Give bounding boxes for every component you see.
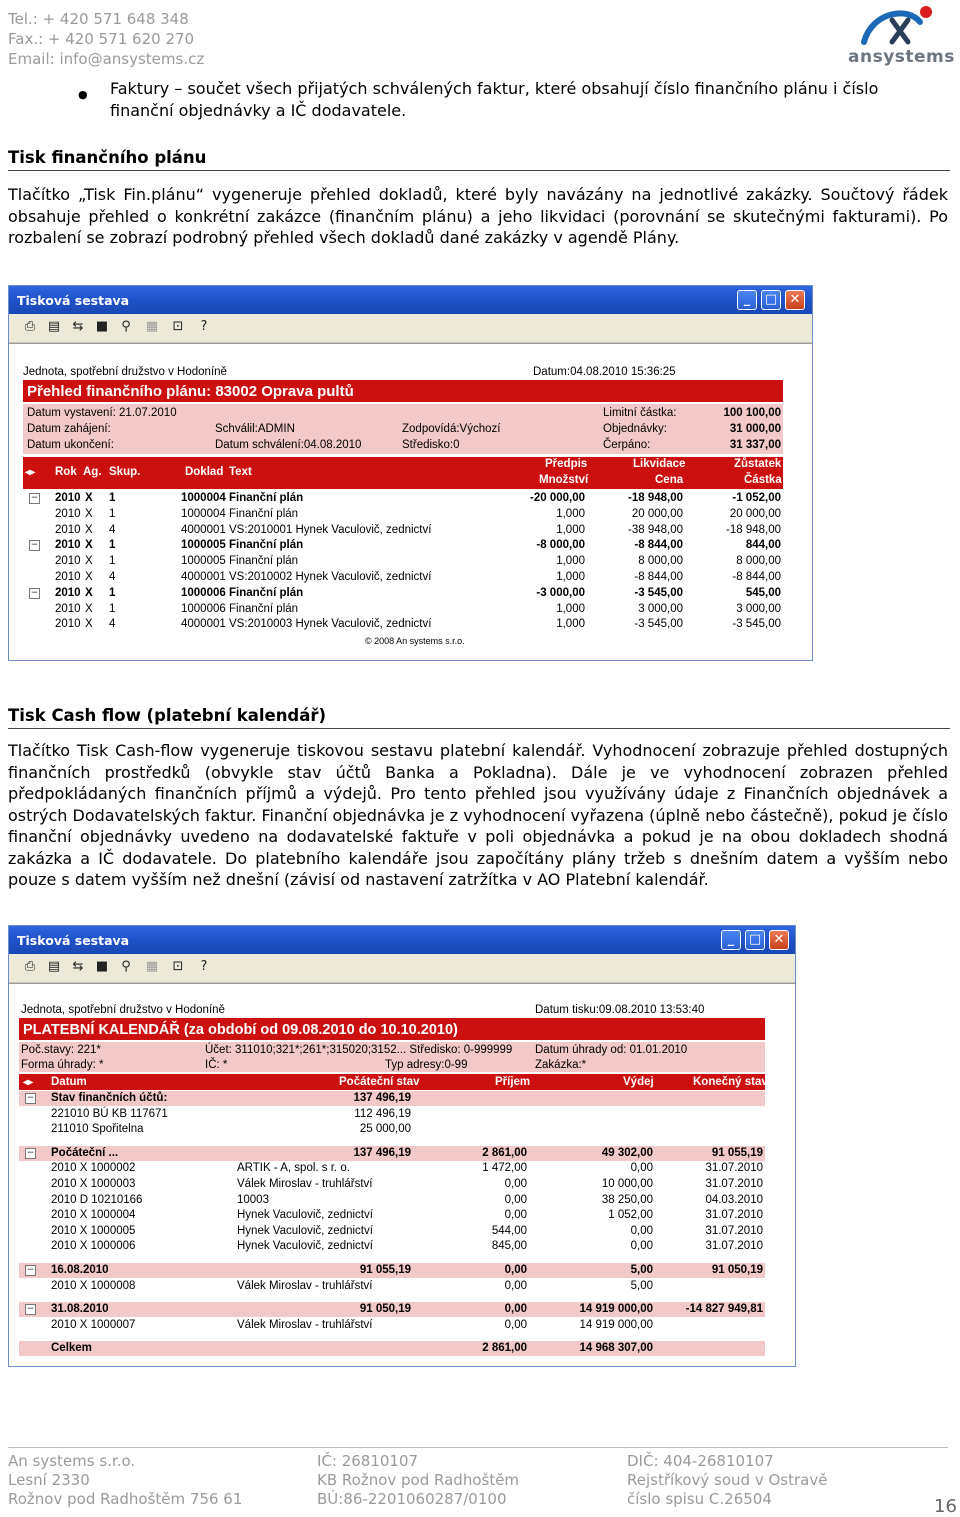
- info-datum-schvaleni: Datum schválení:04.08.2010: [215, 439, 362, 451]
- expand-collapse-icon[interactable]: ◂▸: [23, 1077, 34, 1088]
- info-datum-uhrady: Datum úhrady od: 01.01.2010: [535, 1044, 688, 1056]
- row-rok: 2010: [55, 571, 81, 583]
- row-likvidace: 8 000,00: [638, 555, 683, 568]
- row-prijem: 2 861,00: [482, 1342, 527, 1355]
- row-text: Válek Miroslav - truhlářství: [237, 1318, 373, 1331]
- report-toolbar: [9, 314, 812, 343]
- info-stredisko: Středisko:0: [402, 439, 460, 451]
- row-rok: 2010: [55, 602, 81, 615]
- row-text: Hynek Vaculovič, zednictví: [237, 1240, 373, 1253]
- row-vydej: 1 052,00: [608, 1209, 653, 1222]
- row-label: 2010 X 1000006: [51, 1240, 136, 1253]
- collapse-toggle[interactable]: −: [30, 493, 39, 503]
- find-icon[interactable]: ⚲: [121, 959, 131, 974]
- row-konecny: 31.07.2010: [705, 1209, 763, 1222]
- row-vydej: 0,00: [630, 1240, 653, 1253]
- footer-court: Rejstříkový soud v Ostravě: [627, 1471, 828, 1489]
- row-konecny: 31.07.2010: [705, 1224, 763, 1237]
- row-label: 2010 X 1000005: [51, 1224, 136, 1237]
- row-ag: X: [85, 523, 93, 536]
- row-pocatecni: 137 496,19: [353, 1146, 411, 1159]
- report-heading: Přehled finančního plánu: 83002 Oprava pultů: [27, 383, 354, 400]
- row-rok: 2010: [55, 507, 81, 520]
- row-prijem: 0,00: [504, 1318, 527, 1331]
- row-pocatecni: 25 000,00: [359, 1123, 411, 1136]
- row-prijem: 0,00: [504, 1264, 527, 1276]
- row-text: Finanční plán: [229, 539, 304, 552]
- row-likvidace: -38 948,00: [628, 523, 683, 536]
- footer-file: číslo spisu C.26504: [627, 1490, 772, 1508]
- row-skup: 1: [109, 555, 116, 568]
- minimize-button[interactable]: _: [737, 290, 757, 310]
- row-text: Hynek Vaculovič, zednictví: [237, 1224, 373, 1237]
- row-likvidace: -18 948,00: [628, 492, 683, 504]
- row-zustatek: 545,00: [745, 586, 781, 599]
- window-titlebar-2: [9, 926, 795, 954]
- row-text: Hynek Vaculovič, zednictví: [237, 1209, 373, 1222]
- row-text: Válek Miroslav - truhlářství: [237, 1178, 373, 1190]
- export-icon[interactable]: ⇆: [72, 319, 84, 334]
- row-konecny: 91 050,19: [711, 1264, 763, 1276]
- info-datum-zahajeni: Datum zahájení:: [27, 423, 111, 435]
- info-cerpano-value: 31 337,00: [729, 439, 781, 451]
- footer-city: Rožnov pod Radhoštěm 756 61: [8, 1490, 243, 1508]
- section-rule: [8, 170, 950, 171]
- row-vydej: 5,00: [630, 1264, 653, 1276]
- expand-collapse-icon[interactable]: ◂▸: [25, 467, 36, 478]
- row-predpis: 1,000: [556, 602, 585, 615]
- row-label: 2010 X 1000003: [51, 1178, 136, 1190]
- print-icon[interactable]: ⎙: [24, 319, 36, 334]
- row-prijem: 0,00: [504, 1178, 527, 1190]
- row-text: Finanční plán: [229, 586, 304, 599]
- page-setup-icon[interactable]: ▦: [145, 959, 159, 974]
- export-icon[interactable]: ⇆: [72, 959, 84, 974]
- row-likvidace: -3 545,00: [634, 586, 683, 599]
- row-predpis: 1,000: [556, 523, 585, 536]
- row-pocatecni: 91 055,19: [359, 1264, 411, 1276]
- row-konecny: 31.07.2010: [705, 1240, 763, 1253]
- row-label: 2010 X 1000004: [51, 1209, 136, 1222]
- row-predpis: 1,000: [556, 571, 585, 583]
- row-ag: X: [85, 507, 93, 520]
- row-zustatek: -8 844,00: [732, 571, 781, 583]
- row-doklad: 4000001: [181, 618, 226, 631]
- row-skup: 1: [109, 539, 116, 552]
- row-skup: 4: [109, 571, 116, 583]
- col-prijem: Příjem: [495, 1076, 531, 1088]
- row-ag: X: [85, 539, 93, 552]
- row-vydej: 38 250,00: [601, 1193, 653, 1206]
- footer-bank: KB Rožnov pod Radhoštěm: [317, 1471, 520, 1489]
- row-prijem: 544,00: [491, 1224, 527, 1237]
- row-doklad: 1000006: [181, 602, 226, 615]
- row-label: 2010 X 1000002: [51, 1162, 136, 1175]
- row-likvidace: -3 545,00: [634, 618, 683, 631]
- footer-rule: [8, 1447, 948, 1448]
- row-text: Finanční plán: [229, 555, 299, 568]
- row-prijem: 845,00: [491, 1240, 527, 1253]
- collapse-toggle[interactable]: −: [30, 587, 39, 598]
- col-likvidace: Likvidace: [633, 458, 686, 470]
- row-konecny: -14 827 949,81: [685, 1303, 763, 1316]
- info-ic: IČ: *: [205, 1059, 228, 1071]
- summary-band: [19, 1341, 765, 1356]
- row-ag: X: [85, 618, 93, 631]
- footer-company: An systems s.r.o.: [8, 1452, 136, 1470]
- info-zodpovida: Zodpovídá:Výchozí: [402, 423, 501, 435]
- report-company: Jednota, spotřební družstvo v Hodoníně: [23, 366, 227, 378]
- row-vydej: 14 919 000,00: [579, 1318, 653, 1331]
- row-ag: X: [85, 602, 93, 615]
- report-datetime: Datum:04.08.2010 15:36:25: [533, 366, 676, 378]
- info-objednavky-label: Objednávky:: [603, 423, 667, 435]
- help-icon[interactable]: ?: [200, 319, 208, 334]
- info-objednavky-value: 31 000,00: [729, 423, 781, 435]
- row-vydej: 14 968 307,00: [579, 1342, 653, 1355]
- row-zustatek: -3 545,00: [732, 618, 781, 631]
- row-likvidace: 20 000,00: [631, 507, 683, 520]
- col-skup: Skup.: [109, 466, 141, 478]
- row-predpis: 1,000: [556, 618, 585, 631]
- col-predpis: Předpis: [545, 458, 588, 470]
- row-predpis: 1,000: [556, 555, 585, 568]
- footer-dic: DIČ: 404-26810107: [627, 1452, 774, 1470]
- help-icon[interactable]: ?: [200, 959, 208, 974]
- company-logo: [848, 2, 955, 68]
- row-vydej: 10 000,00: [601, 1178, 653, 1190]
- info-datum-vystaveni: Datum vystavení: 21.07.2010: [27, 407, 177, 419]
- footer-street: Lesní 2330: [8, 1471, 90, 1489]
- info-pocstavy: Poč.stavy: 221*: [21, 1044, 101, 1056]
- row-prijem: 0,00: [504, 1303, 527, 1316]
- row-label: 2010 X 1000007: [51, 1318, 136, 1331]
- row-pocatecni: 91 050,19: [359, 1303, 411, 1316]
- header-fax: Fax.: + 420 571 620 270: [8, 30, 195, 48]
- row-zustatek: 20 000,00: [729, 507, 781, 520]
- row-zustatek: -18 948,00: [726, 523, 781, 536]
- minimize-button-2[interactable]: _: [721, 930, 741, 950]
- bullet-icon: ●: [78, 88, 88, 101]
- row-predpis: -3 000,00: [536, 586, 585, 599]
- section1-paragraph: Tlačítko „Tisk Fin.plánu“ vygeneruje přehled dokladů, které byly navázány na jednotlivé zakázky. Součtový řádek obsahuje přehled o konkrétní zakázce (finančním plánu) a jeho likvidaci (porovnání se skutečnými fakturami). Po rozbalení se zobrazí podrobný přehled všech dokladů dané zakázky v agendě Plány.: [8, 185, 948, 247]
- maximize-button-2[interactable]: □: [745, 930, 765, 950]
- row-rok: 2010: [55, 555, 81, 568]
- info-schvalil: Schválil:ADMIN: [215, 423, 295, 435]
- col-rok: Rok: [55, 466, 77, 478]
- row-konecny: 04.03.2010: [705, 1193, 763, 1206]
- bullet-text: Faktury – součet všech přijatých schválených faktur, které obsahují číslo finančního plánu i číslo finanční objednávky a IČ dodavatele.: [110, 79, 879, 120]
- footer-ic: IČ: 26810107: [317, 1452, 419, 1470]
- row-ag: X: [85, 555, 93, 568]
- logo-text: ansystems: [848, 47, 955, 67]
- row-skup: 1: [109, 586, 116, 599]
- close-button[interactable]: ✕: [785, 290, 805, 310]
- zoom-icon[interactable]: ⊡: [172, 959, 184, 974]
- row-text: Válek Miroslav - truhlářství: [237, 1279, 373, 1292]
- row-label: 16.08.2010: [51, 1264, 109, 1276]
- row-rok: 2010: [55, 618, 81, 631]
- info-zakazka: Zakázka:*: [535, 1059, 587, 1071]
- row-ag: X: [85, 492, 93, 504]
- info-cerpano-label: Čerpáno:: [603, 439, 651, 451]
- row-pocatecni: 137 496,19: [353, 1092, 411, 1104]
- header-tel: Tel.: + 420 571 648 348: [8, 10, 189, 28]
- page-number: 16: [934, 1496, 957, 1517]
- save-icon[interactable]: ■: [95, 959, 109, 974]
- row-konecny: 31.07.2010: [705, 1162, 763, 1175]
- report2-company: Jednota, spotřební družstvo v Hodoníně: [21, 1004, 225, 1016]
- row-text: VS:2010001 Hynek Vaculovič, zednictví: [229, 523, 432, 536]
- col-zustatek: Zůstatek: [734, 458, 782, 470]
- row-zustatek: -1 052,00: [732, 492, 781, 504]
- row-label: Celkem: [51, 1342, 92, 1355]
- row-pocatecni: 112 496,19: [354, 1107, 411, 1120]
- collapse-toggle[interactable]: −: [26, 1265, 35, 1275]
- row-label: Stav finančních účtů:: [51, 1092, 168, 1104]
- save-icon[interactable]: ■: [95, 319, 109, 334]
- report-page-2: [9, 983, 795, 1367]
- row-predpis: -20 000,00: [530, 492, 585, 504]
- window-title: Tisková sestava: [17, 293, 130, 308]
- section-title-cashflow: Tisk Cash flow (platební kalendář): [8, 706, 327, 725]
- row-skup: 4: [109, 523, 116, 536]
- row-doklad: 1000005: [181, 555, 226, 568]
- row-konecny: 91 055,19: [711, 1146, 763, 1159]
- row-label: 2010 D 10210166: [51, 1193, 143, 1206]
- collapse-toggle[interactable]: −: [30, 540, 39, 551]
- row-likvidace: 3 000,00: [638, 602, 683, 615]
- col-castka: Částka: [744, 474, 782, 486]
- row-prijem: 2 861,00: [482, 1146, 527, 1159]
- row-text: ARTIK - A, spol. s r. o.: [237, 1162, 350, 1175]
- row-doklad: 4000001: [181, 523, 226, 536]
- report-window-payment-calendar: [8, 925, 796, 1367]
- info-forma-uhrady: Forma úhrady: *: [21, 1059, 104, 1071]
- row-label: 221010 BÚ KB 117671: [51, 1107, 168, 1120]
- print-icon[interactable]: ⎙: [24, 959, 36, 974]
- page-setup-icon[interactable]: ▦: [145, 319, 159, 334]
- collapse-toggle[interactable]: −: [26, 1147, 35, 1158]
- footer-col-2: [317, 1452, 519, 1509]
- row-text: Finanční plán: [229, 492, 304, 504]
- row-konecny: 31.07.2010: [705, 1178, 763, 1190]
- row-zustatek: 3 000,00: [736, 602, 781, 615]
- col-ag: Ag.: [83, 466, 102, 478]
- section-rule-2: [8, 728, 950, 729]
- maximize-button[interactable]: □: [761, 290, 781, 310]
- zoom-icon[interactable]: ⊡: [172, 319, 184, 334]
- row-rok: 2010: [55, 523, 81, 536]
- row-prijem: 0,00: [504, 1193, 527, 1206]
- col-konecny-stav: Konečný stav: [693, 1076, 768, 1088]
- window-titlebar: [9, 286, 812, 314]
- row-doklad: 1000006: [181, 586, 226, 599]
- row-vydej: 5,00: [630, 1279, 653, 1292]
- info-limit-value: 100 100,00: [723, 407, 781, 419]
- row-text: 10003: [237, 1193, 269, 1206]
- row-doklad: 1000005: [181, 539, 226, 552]
- row-label: 211010 Spořitelna: [51, 1123, 144, 1136]
- row-vydej: 14 919 000,00: [579, 1303, 653, 1316]
- info-ucet: Účet: 311010;321*;261*;315020;3152... Středisko: 0-999999: [205, 1044, 513, 1056]
- row-skup: 4: [109, 618, 116, 631]
- row-rok: 2010: [55, 492, 81, 504]
- logo-swirl-icon: [850, 2, 946, 48]
- row-text: Finanční plán: [229, 507, 299, 520]
- section2-paragraph: Tlačítko Tisk Cash-flow vygeneruje tiskovou sestavu platební kalendář. Vyhodnocení zobrazuje přehled dostupných finančních prostředků (obvykle stav účtů Banka a Pokladna). Dále je ve vyhodnocení zobrazen přehled předpokládaných finančních příjmů a výdejů. Pro tento přehled jsou využívány údaje z Finančních objednávek a ostrých Dodavatelských faktur. Finanční objednávka je z vyhodnocení vyřazena (úplně nebo částečně), pokud je číslo finanční objednávky uvedeno na dodavatelské faktuře v poli objednávka a pokud je na obou dokladech shodná zakázka a IČ dodavatele. Do platebního kalendáře jsou započítány plány tržeb s dnešním datem a vyšším nebo pouze s datem vyšším než dnešní (závisí od nastavení zatržítka v AO Platební kalendář.: [8, 741, 948, 889]
- col-mnozstvi: Množství: [539, 474, 589, 486]
- row-skup: 1: [109, 492, 116, 504]
- report-page: [9, 343, 812, 661]
- info-limit-label: Limitní částka:: [603, 407, 677, 419]
- report-window-financial-plan: [8, 285, 813, 661]
- col-cena: Cena: [655, 474, 684, 486]
- row-zustatek: 8 000,00: [736, 555, 781, 568]
- row-skup: 1: [109, 602, 116, 615]
- report2-heading: PLATEBNÍ KALENDÁŘ (za období od 09.08.2010 do 10.10.2010): [23, 1022, 458, 1038]
- row-label: Počáteční ...: [51, 1146, 119, 1159]
- row-likvidace: -8 844,00: [634, 539, 683, 552]
- col-vydej: Výdej: [623, 1076, 654, 1088]
- footer-col-1: [8, 1452, 242, 1509]
- row-rok: 2010: [55, 586, 81, 599]
- row-vydej: 0,00: [630, 1224, 653, 1237]
- row-rok: 2010: [55, 539, 81, 552]
- row-ag: X: [85, 571, 93, 583]
- print-setup-icon[interactable]: ▤: [47, 959, 61, 974]
- row-doklad: 1000004: [181, 507, 226, 520]
- section-title-financial-plan: Tisk finančního plánu: [8, 148, 207, 167]
- col-doklad: Doklad: [185, 466, 224, 478]
- find-icon[interactable]: ⚲: [121, 319, 131, 334]
- report2-datetime: Datum tisku:09.08.2010 13:53:40: [535, 1004, 705, 1016]
- row-prijem: 0,00: [504, 1209, 527, 1222]
- row-skup: 1: [109, 507, 116, 520]
- row-likvidace: -8 844,00: [634, 571, 683, 583]
- row-label: 2010 X 1000008: [51, 1279, 136, 1292]
- row-doklad: 4000001: [181, 571, 226, 583]
- row-label: 31.08.2010: [51, 1303, 109, 1316]
- print-setup-icon[interactable]: ▤: [47, 319, 61, 334]
- row-text: VS:2010003 Hynek Vaculovič, zednictví: [229, 618, 432, 631]
- row-text: Finanční plán: [229, 602, 299, 615]
- close-button-2[interactable]: ✕: [769, 930, 789, 950]
- row-predpis: -8 000,00: [536, 539, 585, 552]
- row-vydej: 49 302,00: [601, 1146, 653, 1159]
- col-text: Text: [229, 466, 252, 478]
- collapse-toggle[interactable]: −: [26, 1304, 35, 1315]
- row-ag: X: [85, 586, 93, 599]
- footer-account: BÚ:86-2201060287/0100: [317, 1490, 507, 1508]
- row-text: VS:2010002 Hynek Vaculovič, zednictví: [229, 571, 432, 583]
- row-predpis: 1,000: [556, 507, 585, 520]
- window-title-2: Tisková sestava: [17, 933, 130, 948]
- report-copyright: © 2008 An systems s.r.o.: [365, 636, 465, 646]
- header-email: Email: info@ansystems.cz: [8, 50, 205, 68]
- row-prijem: 0,00: [504, 1279, 527, 1292]
- info-typ-adresy: Typ adresy:0-99: [385, 1059, 468, 1071]
- row-prijem: 1 472,00: [482, 1162, 527, 1175]
- footer-col-3: [627, 1452, 827, 1509]
- col-pocatecni-stav: Počáteční stav: [339, 1076, 420, 1088]
- col-datum: Datum: [51, 1076, 87, 1088]
- collapse-toggle[interactable]: −: [26, 1093, 35, 1103]
- row-zustatek: 844,00: [745, 539, 781, 552]
- report-toolbar-2: [9, 954, 795, 983]
- row-doklad: 1000004: [181, 492, 226, 504]
- row-vydej: 0,00: [630, 1162, 653, 1175]
- info-datum-ukonceni: Datum ukončení:: [27, 439, 114, 451]
